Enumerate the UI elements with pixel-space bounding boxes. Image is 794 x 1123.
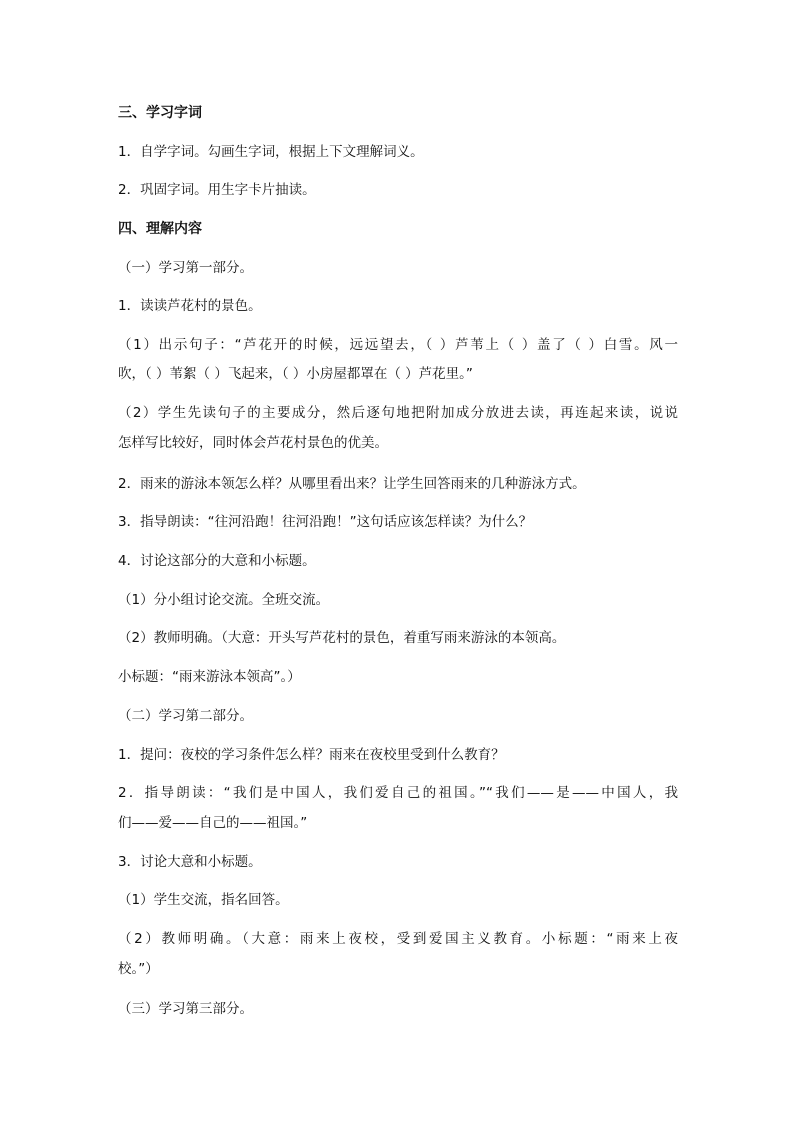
paragraph-line: （2）学生先读句子的主要成分，然后逐句地把附加成分放进去读，再连起来读，说说 [118, 405, 678, 421]
paragraph-line: 小标题：“雨来游泳本领高”。） [118, 669, 301, 685]
subsection-heading: （二）学习第二部分。 [118, 708, 253, 724]
subsection-heading: （三）学习第三部分。 [118, 1001, 253, 1017]
paragraph-line: 1．提问：夜校的学习条件怎么样？雨来在夜校里受到什么教育？ [118, 747, 505, 763]
paragraph-line: （1）出示句子：“芦花开的时候，远远望去，（ ）芦苇上（ ）盖了（ ）白雪。风一 [118, 337, 678, 353]
paragraph-line: 吹，（ ）苇絮（ ）飞起来，（ ）小房屋都罩在（ ）芦花里。” [118, 366, 473, 382]
paragraph-line: 2．巩固字词。用生字卡片抽读。 [118, 182, 316, 198]
paragraph-line: 4．讨论这部分的大意和小标题。 [118, 553, 316, 569]
paragraph-line: 1．自学字词。勾画生字词，根据上下文理解词义。 [118, 144, 424, 160]
paragraph-line: （1）分小组讨论交流。全班交流。 [118, 592, 330, 608]
paragraph-line: 校。”） [118, 961, 159, 977]
paragraph-line: （2）教师明确。（大意：雨来上夜校，受到爱国主义教育。小标题：“雨来上夜 [118, 931, 678, 947]
paragraph-line: 2．雨来的游泳本领怎么样？从哪里看出来？让学生回答雨来的几种游泳方式。 [118, 476, 586, 492]
section-heading-learn-words: 三、学习字词 [118, 105, 202, 121]
paragraph-line: 2．指导朗读：“我们是中国人，我们爱自己的祖国。”“我们——是——中国人，我 [118, 785, 678, 801]
subsection-heading: （一）学习第一部分。 [118, 260, 253, 276]
paragraph-line: 1．读读芦花村的景色。 [118, 298, 262, 314]
paragraph-line: （1）学生交流，指名回答。 [118, 892, 289, 908]
paragraph-line: 3．指导朗读：“往河沿跑！往河沿跑！”这句话应该怎样读？为什么？ [118, 514, 533, 530]
paragraph-line: 3．讨论大意和小标题。 [118, 854, 262, 870]
paragraph-line: （2）教师明确。（大意：开头写芦花村的景色，着重写雨来游泳的本领高。 [118, 630, 566, 646]
paragraph-line: 怎样写比较好，同时体会芦花村景色的优美。 [118, 435, 388, 451]
section-heading-understand-content: 四、理解内容 [118, 221, 202, 237]
paragraph-line: 们——爱——自己的——祖国。” [118, 815, 308, 831]
